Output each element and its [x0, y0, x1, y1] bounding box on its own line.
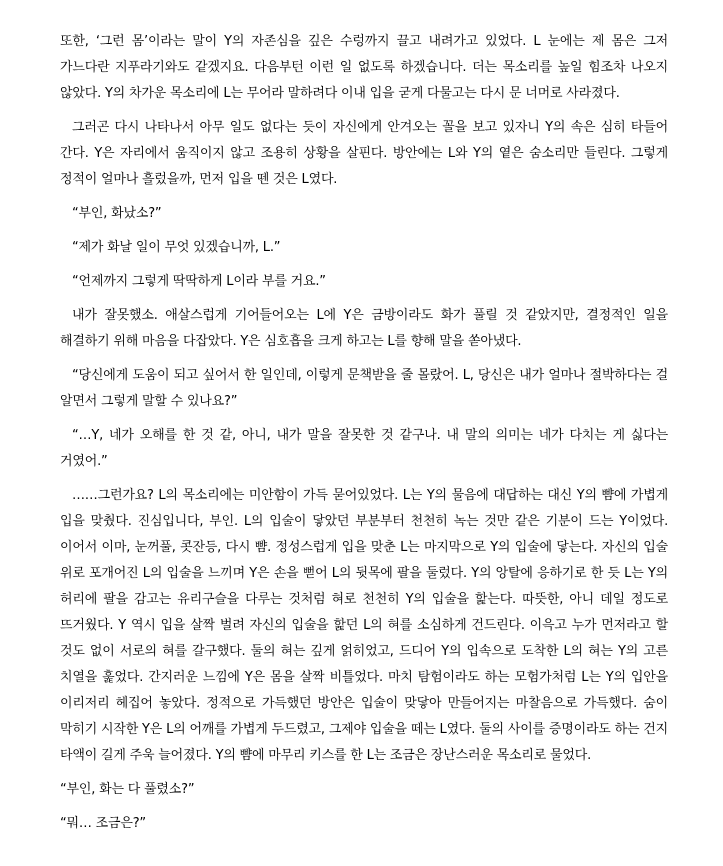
body-paragraph: 그러곤 다시 나타나서 아무 일도 없다는 듯이 자신에게 안겨오는 꼴을 보고 있자니 Y의 속은 심히 타들어 간다. Y은 자리에서 움직이지 않고 조용히 상황을 살핀다. 방안에는 L와 Y의 옅은 숨소리만 들린다. 그렇게 정적이 얼마나 흘렀을까, 먼저 입을 뗀 것은 L였다.	[60, 120, 668, 187]
body-paragraph: 내가 잘못했소. 애살스럽게 기어들어오는 L에 Y은 금방이라도 화가 풀릴 것 같았지만, 결정적인 일을 해결하기 위해 마음을 다잡았다. Y은 심호흡을 크게 하고는 L를 향해 말을 쏟아냈다.	[60, 308, 668, 349]
dialogue-line: “뭐… 조금은?”	[60, 816, 146, 831]
dialogue-line: “언제까지 그렇게 딱딱하게 L이라 부를 거요.”	[72, 274, 326, 289]
body-paragraph: 또한, ‘그런 몸’이라는 말이 Y의 자존심을 깊은 수렁까지 끌고 내려가고 있었다. L 눈에는 제 몸은 그저 가느다란 지푸라기와도 같겠지요. 다음부턴 이런 일 없도록 하겠습니다. 더는 목소리를 높일 힘조차 나오지 않았다. Y의 차가운 목소리에 L는 무어라 말하려다 이내 입을 굳게 다물고는 다시 문 너머로 사라졌다.	[60, 34, 668, 101]
dialogue-line: “당신에게 도움이 되고 싶어서 한 일인데, 이렇게 문책받을 줄 몰랐어. L, 당신은 내가 얼마나 절박하다는 걸 알면서 그렇게 말할 수 있나요?”	[60, 368, 668, 409]
dialogue-line: “…Y, 네가 오해를 한 것 같, 아니, 내가 말을 잘못한 것 같구나. 내 말의 의미는 네가 다치는 게 싫다는 거였어.”	[60, 428, 668, 469]
body-paragraph: ……그런가요? L의 목소리에는 미안함이 가득 묻어있었다. L는 Y의 물음에 대답하는 대신 Y의 뺨에 가볍게 입을 맞췄다. 진심입니다, 부인. L의 입술이 닿았던 부분부터 천천히 녹는 것만 같은 기분이 드는 Y이었다. 이어서 이마, 눈꺼풀, 콧잔등, 다시 뺨. 정성스럽게 입을 맞춘 L는 마지막으로 Y의 입술에 닿는다. 자신의 입술 위로 포개어진 L의 입술을 느끼며 Y은 손을 뻗어 L의 뒷목에 팔을 둘렀다. Y의 앙탈에 응하기로 한 듯 L는 Y의 허리에 팔을 감고는 유리구슬을 다루는 것처럼 혀로 천천히 Y의 입술을 핥는다. 따뜻한, 아니 데일 정도로 뜨거웠다. Y 역시 입을 살짝 벌려 자신의 입술을 핥던 L의 혀를 소심하게 건드린다. 이윽고 누가 먼저라고 할 것도 없이 서로의 혀를 갈구했다. 둘의 혀는 깊게 얽히었고, 드디어 Y의 입속으로 도착한 L의 혀는 Y의 고른 치열을 훑었다. 간지러운 느낌에 Y은 몸을 살짝 비틀었다. 마치 탐험이라도 하는 모험가처럼 L는 Y의 입안을 이리저리 헤집어 놓았다. 정적으로 가득했던 방안은 입술이 맞닿아 만들어지는 마찰음으로 가득했다. 숨이 막히기 시작한 Y은 L의 어깨를 가볍게 두드렸고, 그제야 입술을 떼는 L였다. 둘의 사이를 증명이라도 하는 건지 타액이 길게 주욱 늘어졌다. Y의 뺨에 마무리 키스를 한 L는 조금은 장난스러운 목소리로 물었다.	[60, 488, 668, 763]
dialogue-line: “부인, 화는 다 풀렸소?”	[60, 782, 195, 797]
dialogue-line: “부인, 화났소?”	[72, 206, 162, 221]
dialogue-line: “제가 화날 일이 무엇 있겠습니까, L.”	[72, 240, 281, 255]
